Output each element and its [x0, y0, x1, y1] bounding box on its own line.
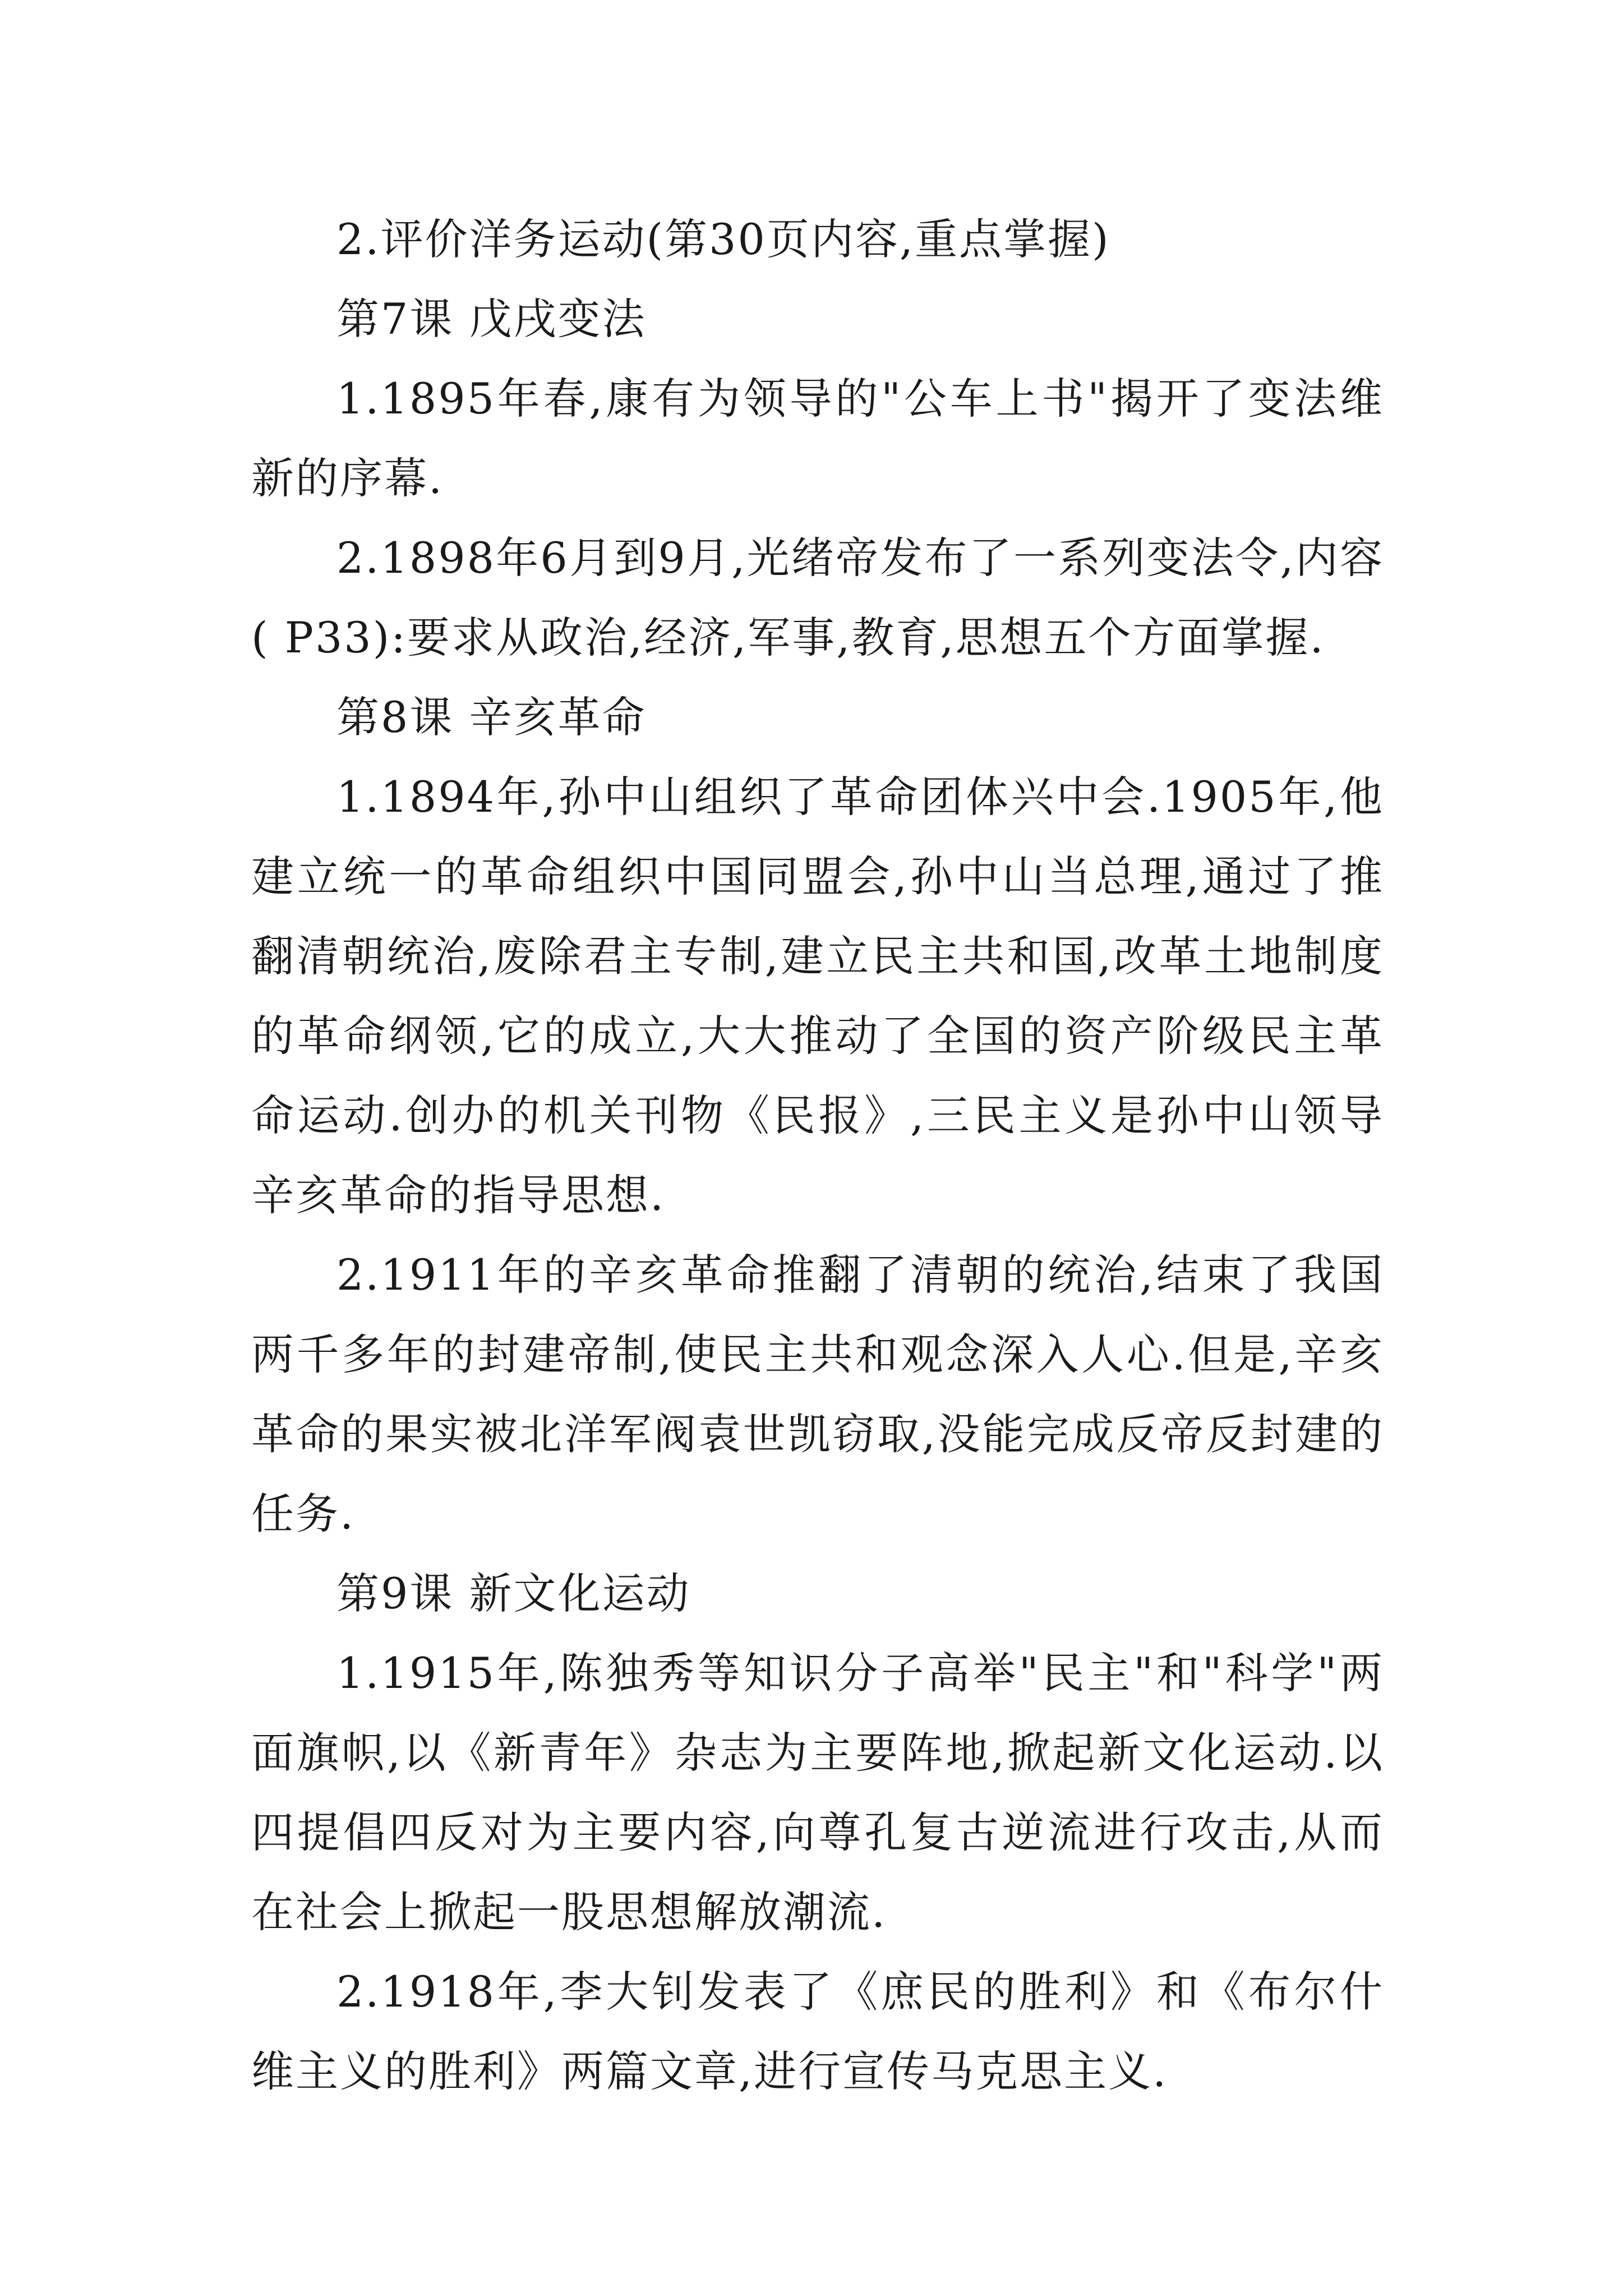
paragraph-lesson9-item1: 1.1915年,陈独秀等知识分子高举"民主"和"科学"两面旗帜,以《新青年》杂志为主要阵地,掀起新文化运动.以四提倡四反对为主要内容,向尊孔复古逆流进行攻击,从而在社会上掀起一股思想解放潮流. [251, 1648, 1384, 1937]
paragraph-lesson7-item1: 1.1895年春,康有为领导的"公车上书"揭开了变法维新的序幕. [251, 374, 1384, 503]
paragraph-evaluate-westernization: 2.评价洋务运动(第30页内容,重点掌握) [336, 214, 1110, 264]
document-body [251, 200, 1384, 2111]
paragraph-lesson8-item2: 2.1911年的辛亥革命推翻了清朝的统治,结束了我国两千多年的封建帝制,使民主共和观念深入人心.但是,辛亥革命的果实被北洋军阀袁世凯窃取,没能完成反帝反封建的任务. [251, 1250, 1384, 1539]
paragraph-lesson8-item1: 1.1894年,孙中山组织了革命团体兴中会.1905年,他建立统一的革命组织中国同盟会,孙中山当总理,通过了推翻清朝统治,废除君主专制,建立民主共和国,改革土地制度的革命纲领,它的成立,大大推动了全国的资产阶级民主革命运动.创办的机关刊物《民报》,三民主义是孙中山领导辛亥革命的指导思想. [251, 772, 1384, 1220]
lesson-7-heading: 第7课 戊戌变法 [336, 294, 647, 344]
paragraph-lesson7-item2: 2.1898年6月到9月,光绪帝发布了一系列变法令,内容( P33):要求从政治,经济,军事,教育,思想五个方面掌握. [251, 533, 1384, 662]
paragraph-lesson9-item2: 2.1918年,李大钊发表了《庶民的胜利》和《布尔什维主义的胜利》两篇文章,进行宣传马克思主义. [251, 1967, 1384, 2096]
lesson-9-heading: 第9课 新文化运动 [336, 1568, 691, 1618]
lesson-8-heading: 第8课 辛亥革命 [336, 692, 647, 742]
